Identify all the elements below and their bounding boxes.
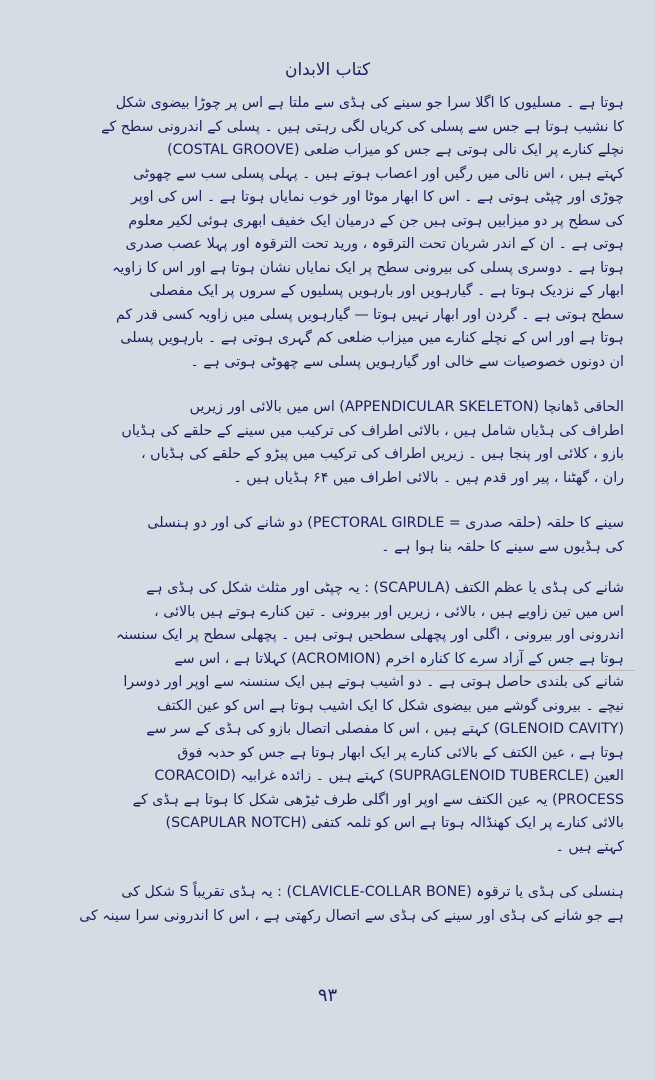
text-line: ہوتا ہے ، عین الکتف کے بالائی کنارے پر ایک ابھار ہوتا ہے جس کو حدبہ فوق (177, 744, 624, 761)
faint-underline-mark (395, 636, 635, 671)
text-line: الحاقی ڈھانچا (APPENDICULAR SKELETON) اس میں بالائی اور زیریں (189, 399, 624, 415)
text-line: سطح ہوتی ہے ۔ گردن اور ابھار نہیں ہوتا — گیارہویں پسلی میں زاویہ کسی قدر کم (115, 306, 624, 323)
text-line: کا نشیب ہوتا ہے جس سے پسلی کی کریاں لگی رہتی ہیں ۔ پسلی کے اندرونی سطح کے (101, 118, 624, 135)
text-line: ہوتا ہے ۔ دوسری پسلی کی بیرونی سطح پر ایک نمایاں نشان ہوتا ہے اور اس کا زاویہ (112, 259, 624, 276)
text-line: ہوتی ہے ۔ ان کے اندر شریان تحت الترقوہ ، ورید تحت الترقوہ اور پہلا عصب صدری (125, 236, 624, 252)
text-line: کی سطح پر دو میزابیں ہوتی ہیں جن کے درمیان ایک خفیف ابھری ہوئی لکیر معلوم (128, 212, 624, 229)
text-line: اطراف کی ہڈیاں شامل ہیں ، بالائی اطراف کی ترکیب میں سینے کے حلقے کی ہڈیاں (121, 422, 624, 439)
page-header-title: کتاب الابدان (284, 60, 371, 80)
text-line: چوڑی اور چپٹی ہوتی ہے ۔ اس کا ابھار موٹا اور خوب نمایاں ہوتا ہے ۔ اس کی اوپر (130, 189, 624, 205)
text-line: سینے کا حلقہ (حلقہ صدری = PECTORAL GIRDLE) دو شانے کی اور دو ہنسلی (147, 515, 624, 531)
page-body (62, 92, 624, 950)
text-line: العین (SUPRAGLENOID TUBERCLE) کہتے ہیں ۔ زائدہ غرابیہ (CORACOID (154, 768, 624, 784)
paragraph-ribs (62, 92, 624, 374)
text-line: شانے کی ہڈی یا عظم الکتف (SCAPULA) : یہ چپٹی اور مثلث شکل کی ہڈی ہے (146, 580, 624, 596)
text-line: ہے جو شانے کی ہڈی اور سینے کی ہڈی سے اتصال رکھتی ہے ، اس کا اندرونی سرا سینہ کی (79, 907, 624, 924)
text-line: ہنسلی کی ہڈی یا ترقوہ (CLAVICLE-COLLAR BONE) : یہ ہڈی تقریباً S شکل کی (121, 884, 624, 900)
paragraph-pectoral-girdle (62, 512, 624, 559)
text-line: ان دونوں خصوصیات سے خالی اور گیارہویں پسلی سے چھوٹی ہوتی ہے ۔ (190, 353, 624, 370)
page-number: ۹۳ (317, 985, 338, 1006)
text-line: (GLENOID CAVITY) کہتے ہیں ، اس کا مفصلی اتصال بازو کی ہڈی کے سر سے (146, 721, 624, 737)
text-line: نیچے ۔ بیرونی گوشے میں بیضوی شکل کا ایک اشیب ہوتا ہے اس کو عین الکتف (157, 697, 624, 714)
text-line: ہوتا ہے اور اس کے نچلے کنارے میں میزاب ضلعی کم گہری ہوتی ہے ۔ بارہویں پسلی (120, 330, 624, 346)
text-line: ابھار کے نزدیک ہوتا ہے ۔ گیارہویں اور بارہویں پسلیوں کے سروں پر ایک مفصلی (149, 283, 624, 299)
text-line: PROCESS) یہ عین الکتف سے اوپر اور اگلی طرف ٹیڑھی شکل کا ہوتا ہے ہڈی کے (132, 791, 624, 808)
text-line: اندرونی اور بیرونی ، اگلی اور پچھلی سطحیں ہوتی ہیں ۔ پچھلی سطح پر ایک سنسنہ (116, 627, 624, 643)
text-line: اس میں تین زاویے ہیں ، بالائی ، زیریں اور بیرونی ۔ تین کنارے ہوتے ہیں بالائی ، (154, 603, 624, 620)
text-line: کہتے ہیں ، اس نالی میں رگیں اور اعصاب ہوتے ہیں ۔ پہلی پسلی سب سے چھوٹی (133, 165, 624, 182)
text-line: نچلے کنارے پر ایک نالی ہوتی ہے جس کو میزاب ضلعی (COSTAL GROOVE) (167, 142, 624, 158)
paragraph-clavicle (62, 881, 624, 928)
text-line: ران ، گھٹنا ، پیر اور قدم ہیں ۔ بالائی اطراف میں ۶۴ ہڈیاں ہیں ۔ (233, 469, 624, 486)
text-line: کی ہڈیوں سے سینے کا حلقہ بنا ہوا ہے ۔ (381, 538, 624, 555)
paragraph-scapula (62, 577, 624, 859)
text-line: ہوتا ہے ۔ مسلیوں کا اگلا سرا جو سینے کی ہڈی سے ملتا ہے اس پر چوڑا بیضوی شکل (115, 95, 624, 111)
text-line: ہوتا ہے جس کے آزاد سرے کا کنارہ اخرم (ACROMION) کہلاتا ہے ، اس سے (174, 650, 624, 667)
text-line: کہتے ہیں ۔ (555, 838, 624, 855)
text-line: شانے کی بلندی حاصل ہوتی ہے ۔ دو اشیب ہوتے ہیں ایک سنسنہ سے اوپر اور دوسرا (123, 674, 624, 690)
paragraph-appendicular-skeleton (62, 396, 624, 490)
text-line: بالائی کنارے پر ایک کھنڈالہ ہوتا ہے اس کو ثلمہ کتفی (SCAPULAR NOTCH) (165, 815, 624, 831)
text-line: بازو ، کلائی اور پنجا ہیں ۔ زیریں اطراف کی ترکیب میں پیڑو کے حلقے کی ہڈیاں ، (141, 446, 624, 462)
